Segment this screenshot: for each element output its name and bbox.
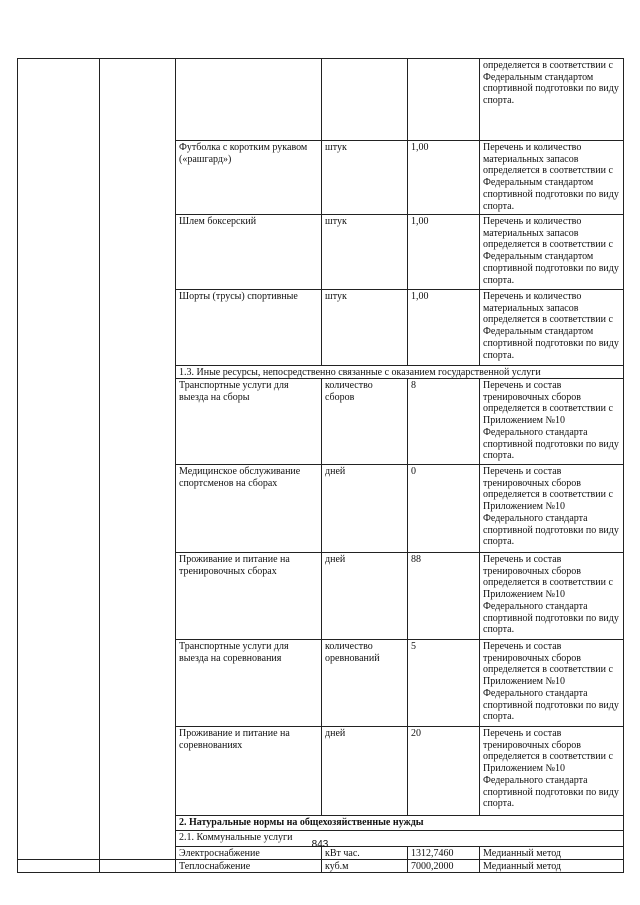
left-blank-column-1 xyxy=(18,59,100,860)
quantity-cell: 20 xyxy=(408,727,480,816)
section-1-3-heading: 1.3. Иные ресурсы, непосредственно связанные с оказанием государственной услуги xyxy=(176,366,624,379)
quantity-cell: 0 xyxy=(408,465,480,553)
quantity-cell: 1,00 xyxy=(408,141,480,215)
note-cell: определяется в соответствии с Федеральным стандартом спортивной подготовки по виду спорта. xyxy=(480,59,624,141)
note-cell: Перечень и состав тренировочных сборов определяется в соответствии с Приложением №10 Федерального стандарта спортивной подготовки по виду спорта. xyxy=(480,727,624,816)
resource-name-cell: Шлем боксерский xyxy=(176,215,322,290)
quantity-cell: 1,00 xyxy=(408,290,480,366)
section-2-heading: 2. Натуральные нормы на общехозяйственные нужды xyxy=(176,816,624,831)
unit-cell: дней xyxy=(322,553,408,640)
note-cell: Перечень и состав тренировочных сборов определяется в соответствии с Приложением №10 Федерального стандарта спортивной подготовки по виду спорта. xyxy=(480,379,624,465)
table-row xyxy=(18,860,624,873)
unit-cell: количество оревнований xyxy=(322,640,408,727)
page-number: 843 xyxy=(311,839,329,850)
resource-name-cell: Проживание и питание на тренировочных сборах xyxy=(176,553,322,640)
unit-cell: штук xyxy=(322,290,408,366)
quantity-cell: 5 xyxy=(408,640,480,727)
quantity-cell: 1,00 xyxy=(408,215,480,290)
unit-cell: количество сборов xyxy=(322,379,408,465)
left-blank-cell xyxy=(100,860,176,873)
resource-name-cell: Шорты (трусы) спортивные xyxy=(176,290,322,366)
note-cell: Перечень и количество материальных запасов определяется в соответствии с Федеральным стандартом спортивной подготовки по виду спорта. xyxy=(480,141,624,215)
left-blank-column-2 xyxy=(100,59,176,860)
quantity-cell xyxy=(408,59,480,141)
note-cell: Перечень и состав тренировочных сборов определяется в соответствии с Приложением №10 Федерального стандарта спортивной подготовки по виду спорта. xyxy=(480,465,624,553)
left-blank-cell xyxy=(18,860,100,873)
note-cell: Перечень и состав тренировочных сборов определяется в соответствии с Приложением №10 Федерального стандарта спортивной подготовки по виду спорта. xyxy=(480,553,624,640)
section-2-1-heading: 2.1. Коммунальные услуги xyxy=(176,831,624,847)
unit-cell: штук xyxy=(322,141,408,215)
unit-cell: куб.м xyxy=(322,860,408,873)
unit-cell: дней xyxy=(322,465,408,553)
resource-name-cell xyxy=(176,59,322,141)
note-cell: Медианный метод xyxy=(480,860,624,873)
note-cell: Медианный метод xyxy=(480,847,624,860)
resource-name-cell: Медицинское обслуживание спортсменов на сборах xyxy=(176,465,322,553)
quantity-cell: 7000,2000 xyxy=(408,860,480,873)
table-row xyxy=(18,59,624,141)
note-cell: Перечень и количество материальных запасов определяется в соответствии с Федеральным стандартом спортивной подготовки по виду спорта. xyxy=(480,290,624,366)
resource-name-cell: Проживание и питание на соревнованиях xyxy=(176,727,322,816)
resource-name-cell: Транспортные услуги для выезда на соревнования xyxy=(176,640,322,727)
note-cell: Перечень и состав тренировочных сборов определяется в соответствии с Приложением №10 Федерального стандарта спортивной подготовки по виду спорта. xyxy=(480,640,624,727)
unit-cell: дней xyxy=(322,727,408,816)
unit-cell xyxy=(322,59,408,141)
resource-name-cell: Теплоснабжение xyxy=(176,860,322,873)
quantity-cell: 88 xyxy=(408,553,480,640)
note-cell: Перечень и количество материальных запасов определяется в соответствии с Федеральным стандартом спортивной подготовки по виду спорта. xyxy=(480,215,624,290)
unit-cell: кВт час. xyxy=(322,847,408,860)
resource-name-cell: Транспортные услуги для выезда на сборы xyxy=(176,379,322,465)
norms-table xyxy=(17,58,624,873)
unit-cell: штук xyxy=(322,215,408,290)
quantity-cell: 8 xyxy=(408,379,480,465)
resource-name-cell: Футболка с коротким рукавом («рашгард») xyxy=(176,141,322,215)
resource-name-cell: Электроснабжение xyxy=(176,847,322,860)
quantity-cell: 1312,7460 xyxy=(408,847,480,860)
